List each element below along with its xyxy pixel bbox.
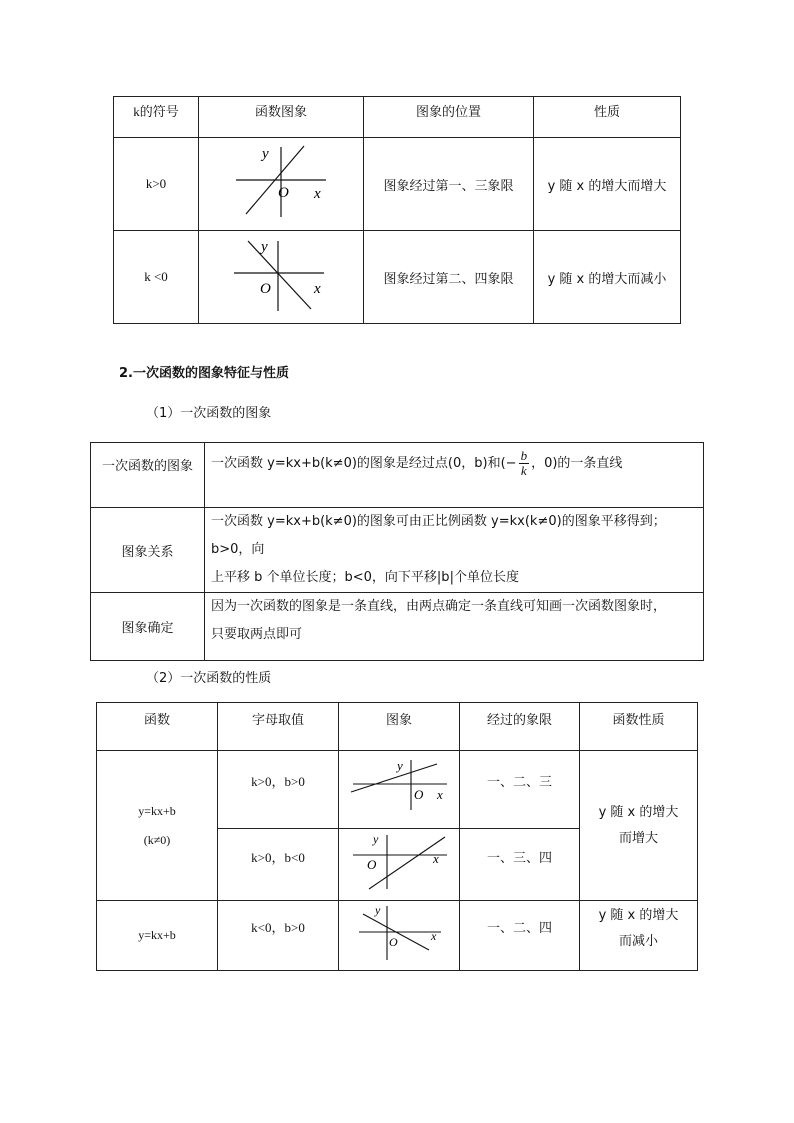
x-axis-label: x bbox=[433, 850, 439, 866]
linear-function-properties-table bbox=[96, 702, 698, 971]
content-line: 只要取两点即可 bbox=[211, 627, 303, 642]
origin-label: O bbox=[367, 856, 377, 872]
row-label: 图象确定 bbox=[91, 593, 205, 661]
k-sign-cell: k <0 bbox=[114, 231, 199, 324]
origin-label: O bbox=[260, 281, 271, 297]
function-formula: y=kx+b bbox=[138, 803, 176, 818]
decreasing-line-graph bbox=[226, 235, 336, 315]
row-content bbox=[205, 443, 704, 508]
row-content bbox=[205, 593, 704, 661]
row-content bbox=[205, 508, 704, 593]
section-heading: 2.一次函数的图象特征与性质 bbox=[119, 366, 289, 381]
position-cell: 图象经过第一、三象限 bbox=[364, 138, 534, 231]
content-line: 上平移 b 个单位长度；b<0，向下平移|b|个单位长度 bbox=[211, 570, 519, 585]
letter-values-cell: k<0，b>0 bbox=[218, 901, 339, 971]
fraction-b-over-k bbox=[519, 449, 530, 478]
graph-k-neg-b-pos bbox=[349, 904, 449, 964]
header-k-sign: k的符号 bbox=[114, 97, 199, 138]
table-row bbox=[91, 443, 704, 508]
x-axis-label: x bbox=[431, 928, 437, 943]
graph-cell bbox=[339, 901, 460, 971]
y-axis-label: y bbox=[373, 832, 379, 846]
y-axis-label: y bbox=[262, 146, 269, 162]
property-cell: y 随 x 的增大而减小 bbox=[534, 231, 681, 324]
row-label: 一次函数的图象 bbox=[91, 443, 205, 508]
table-header-row bbox=[97, 703, 698, 751]
function-cell bbox=[97, 751, 218, 901]
quadrants-cell: 一、二、三 bbox=[460, 751, 580, 829]
table-header-row bbox=[114, 97, 681, 138]
content-text-before: 一次函数 y=kx+b(k≠0)的图象是经过点(0，b)和(− bbox=[211, 456, 517, 471]
subsection-title-properties: （2）一次函数的性质 bbox=[146, 671, 272, 686]
origin-label: O bbox=[389, 934, 398, 949]
graph-cell bbox=[339, 829, 460, 901]
property-cell bbox=[580, 751, 698, 901]
graph-line bbox=[351, 764, 437, 792]
function-condition: (k≠0) bbox=[143, 832, 171, 847]
position-cell: 图象经过第二、四象限 bbox=[364, 231, 534, 324]
header-function-property: 函数性质 bbox=[580, 703, 698, 751]
table-row bbox=[97, 751, 698, 829]
header-graph: 图象 bbox=[339, 703, 460, 751]
content-line: 因为一次函数的图象是一条直线，由两点确定一条直线可知画一次函数图象时， bbox=[211, 599, 667, 614]
table-row bbox=[91, 593, 704, 661]
x-axis-label: x bbox=[437, 786, 443, 802]
graph-k-pos-b-pos bbox=[349, 758, 449, 818]
y-axis-label: y bbox=[261, 239, 268, 255]
content-line: 一次函数 y=kx+b(k≠0)的图象可由正比例函数 y=kx(k≠0)的图象平移得到；b>0，向 bbox=[211, 514, 666, 557]
linear-function-graph-table bbox=[90, 442, 704, 661]
function-formula: y=kx+b bbox=[97, 901, 218, 971]
y-axis-label: y bbox=[397, 757, 403, 773]
content-text-after: ，0)的一条直线 bbox=[531, 456, 623, 471]
origin-label: O bbox=[278, 185, 289, 201]
header-quadrants: 经过的象限 bbox=[460, 703, 580, 751]
quadrants-cell: 一、二、四 bbox=[460, 901, 580, 971]
table-row bbox=[97, 901, 698, 971]
letter-values-cell: k>0，b>0 bbox=[218, 751, 339, 829]
row-label: 图象关系 bbox=[91, 508, 205, 593]
property-cell bbox=[580, 901, 698, 971]
property-cell: y 随 x 的增大而增大 bbox=[534, 138, 681, 231]
graph-cell bbox=[199, 138, 364, 231]
fraction-numerator: b bbox=[520, 448, 528, 463]
fraction-denominator: k bbox=[520, 463, 527, 478]
k-sign-cell: k>0 bbox=[114, 138, 199, 231]
x-axis-label: x bbox=[314, 281, 321, 297]
graph-cell bbox=[199, 231, 364, 324]
origin-label: O bbox=[414, 786, 424, 802]
header-letter-values: 字母取值 bbox=[218, 703, 339, 751]
quadrants-cell: 一、三、四 bbox=[460, 829, 580, 901]
header-graph: 函数图象 bbox=[199, 97, 364, 138]
y-axis-label: y bbox=[375, 903, 381, 917]
header-function: 函数 bbox=[97, 703, 218, 751]
property-text: y 随 x 的增大而减小 bbox=[598, 908, 679, 949]
header-property: 性质 bbox=[534, 97, 681, 138]
table-row bbox=[114, 138, 681, 231]
graph-k-pos-b-neg bbox=[349, 833, 449, 893]
table-row bbox=[114, 231, 681, 324]
table-row bbox=[91, 508, 704, 593]
graph-cell bbox=[339, 751, 460, 829]
x-axis-label: x bbox=[314, 186, 321, 202]
increasing-line-graph bbox=[226, 142, 336, 222]
graph-line bbox=[248, 241, 311, 309]
letter-values-cell: k>0，b<0 bbox=[218, 829, 339, 901]
header-position: 图象的位置 bbox=[364, 97, 534, 138]
proportional-function-table bbox=[113, 96, 681, 324]
property-text: y 随 x 的增大而增大 bbox=[598, 804, 679, 846]
subsection-title-graph: （1）一次函数的图象 bbox=[146, 406, 272, 421]
